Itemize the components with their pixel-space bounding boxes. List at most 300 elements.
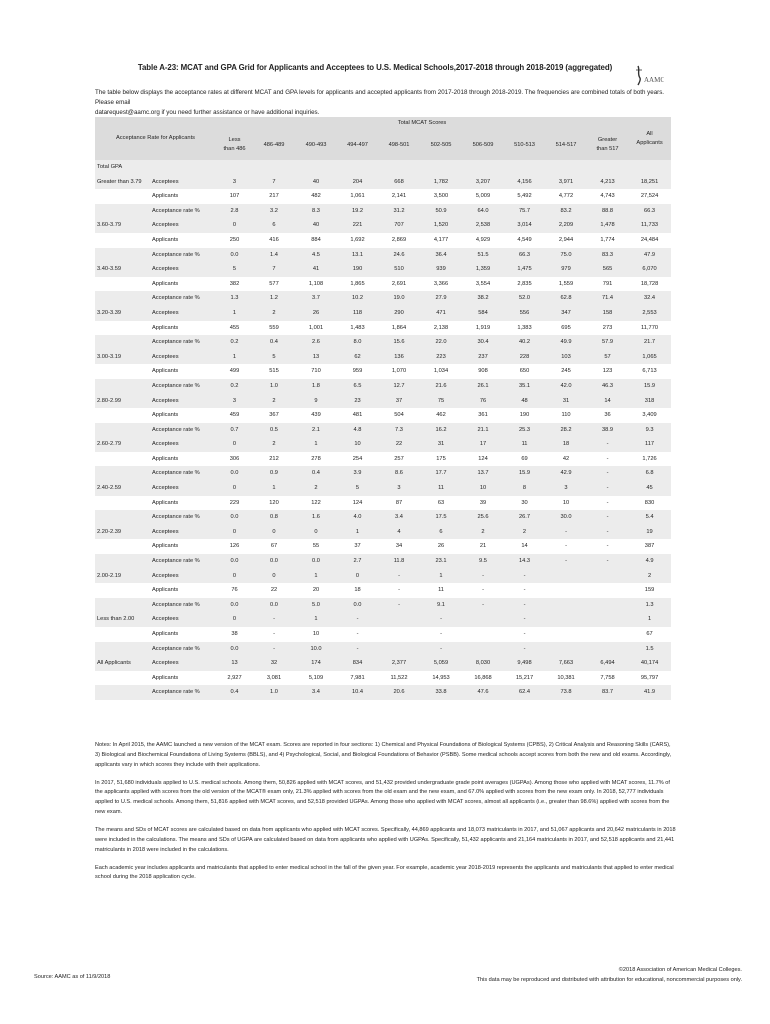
table-row <box>95 423 671 438</box>
corner-label: Acceptance Rate for Applicants <box>95 117 216 160</box>
row-type-label: Applicants <box>152 280 179 287</box>
table-cell: 3,081 <box>266 674 282 681</box>
table-cell: 15,217 <box>515 674 534 681</box>
table-cell: 9.5 <box>479 558 487 565</box>
table-cell: 45 <box>646 485 653 492</box>
table-cell: 38.2 <box>477 295 489 302</box>
table-cell: 2,691 <box>391 280 407 287</box>
table-cell: 10,381 <box>557 674 575 681</box>
table-cell: - <box>523 616 526 623</box>
row-type-label: Acceptees <box>152 222 179 229</box>
row-type-label: Acceptees <box>152 616 179 623</box>
table-cell: 69 <box>521 455 528 462</box>
gpa-range-label: All Applicants <box>97 660 131 667</box>
table-cell <box>587 569 628 584</box>
table-cell: 62.8 <box>560 295 572 302</box>
score-column-header: Less than 486 <box>223 137 246 152</box>
table-cell: 2,377 <box>391 660 407 667</box>
table-cell: 1 <box>355 528 360 535</box>
table-cell: - <box>606 558 609 565</box>
table-cell: 5,109 <box>308 674 324 681</box>
table-cell: 237 <box>478 353 488 360</box>
table-cell: 1,782 <box>433 178 449 185</box>
table-cell: 4.0 <box>353 514 362 521</box>
table-cell: 159 <box>644 587 655 594</box>
row-type-label: Acceptance rate % <box>152 558 200 565</box>
row-type-label: Applicants <box>152 631 179 637</box>
table-cell: 668 <box>394 178 404 185</box>
notes-section <box>95 741 677 891</box>
table-cell: 34 <box>395 543 403 550</box>
table-cell: 25.6 <box>477 514 489 521</box>
table-cell: 577 <box>269 280 279 287</box>
table-cell: 515 <box>269 368 279 375</box>
table-cell: 35.1 <box>518 382 531 389</box>
table-cell: - <box>482 601 484 608</box>
table-cell: 20.6 <box>393 689 405 696</box>
row-type-label: Acceptees <box>152 397 179 404</box>
gpa-range-spacer <box>95 466 150 481</box>
table-cell: 0 <box>314 528 318 535</box>
gpa-range-label: 2.00-2.19 <box>97 572 122 579</box>
row-type-label: Applicants <box>152 674 179 681</box>
table-cell: 19.2 <box>351 207 364 214</box>
row-type-label: Acceptance rate % <box>152 295 200 302</box>
table-cell: 10.0 <box>310 645 322 652</box>
table-cell: 122 <box>311 499 321 506</box>
gpa-range-spacer <box>95 539 150 554</box>
table-cell: 1 <box>314 616 318 623</box>
table-cell: 25.3 <box>518 426 531 433</box>
table-cell: 40.2 <box>518 339 531 346</box>
table-cell: 2,138 <box>433 324 449 331</box>
table-cell: 1.8 <box>312 382 320 389</box>
table-cell: 2 <box>522 528 527 535</box>
table-cell: 11 <box>438 485 444 492</box>
table-cell: 136 <box>394 353 404 360</box>
table-cell: 21.1 <box>477 426 489 433</box>
table-cell: 0.4 <box>270 339 278 346</box>
table-cell: 939 <box>436 266 446 273</box>
table-cell: - <box>565 558 567 565</box>
table-cell: 584 <box>478 309 488 316</box>
table-cell: 30 <box>521 499 528 506</box>
table-cell: 23.1 <box>435 558 447 565</box>
score-column-header: 506-509 <box>472 141 494 148</box>
table-cell: 499 <box>229 368 240 375</box>
table-cell: 0 <box>232 441 237 448</box>
table-cell: - <box>356 645 359 652</box>
note-paragraph: Each academic year includes applicants and matriculants that applied to enter medical school in the fall of the given year. For example, academic year 2018-2019 represents the applicants and matriculants that applied to enter medical school during the 2018 application cycle. <box>95 864 674 881</box>
gpa-range-spacer <box>95 423 150 438</box>
table-cell: 24,484 <box>640 236 659 243</box>
table-row <box>95 656 671 671</box>
table-cell: 2,944 <box>558 236 574 243</box>
table-cell: 52.0 <box>518 295 531 302</box>
table-cell: 0.4 <box>230 689 239 696</box>
table-cell: 5 <box>355 485 360 492</box>
table-cell: 2 <box>314 485 318 492</box>
table-row <box>95 583 671 598</box>
svg-text:AAMC: AAMC <box>644 76 664 84</box>
table-cell: - <box>523 572 526 579</box>
score-column-header: 498-501 <box>388 141 410 148</box>
table-cell: 7 <box>272 266 276 273</box>
table-cell: 103 <box>561 353 571 360</box>
table-cell: - <box>273 616 275 623</box>
table-cell: 0.0 <box>230 558 239 565</box>
table-cell: 2 <box>647 572 652 579</box>
table-cell: - <box>440 631 442 637</box>
table-cell: 17.5 <box>435 514 447 521</box>
gpa-range-spacer <box>95 277 150 292</box>
table-cell: 31.2 <box>393 207 405 214</box>
table-cell: 2.1 <box>312 426 320 433</box>
table-cell: 19.0 <box>393 295 405 302</box>
table-row <box>95 408 671 423</box>
table-cell: 10 <box>354 441 361 448</box>
table-cell: 9.1 <box>437 601 445 608</box>
gpa-range-spacer <box>95 642 150 657</box>
table-cell: 0.0 <box>312 558 320 565</box>
table-cell: 7 <box>272 178 276 185</box>
table-cell: 11,770 <box>641 324 659 331</box>
table-cell: 2,141 <box>391 193 407 200</box>
table-cell <box>378 612 420 627</box>
table-cell: 7.3 <box>395 426 403 433</box>
gpa-range-spacer <box>95 671 150 686</box>
table-cell: - <box>523 645 526 652</box>
copyright-line: This data may be reproduced and distributed with attribution for educational, noncommercial purposes only. <box>476 976 742 983</box>
table-cell: 13 <box>312 353 320 360</box>
table-cell: 95,797 <box>640 674 659 681</box>
table-cell: 22.0 <box>435 339 447 346</box>
gpa-range-spacer <box>95 510 150 525</box>
table-cell: 7,758 <box>600 674 615 681</box>
table-title: Table A-23: MCAT and GPA Grid for Applicants and Acceptees to U.S. Medical Schools,2017-2018 through 2018-2019 (aggregated) <box>137 62 613 72</box>
table-row <box>95 262 671 277</box>
row-type-label: Acceptees <box>152 660 179 667</box>
table-cell: 10 <box>312 631 320 637</box>
table-cell: 3.7 <box>312 295 320 302</box>
table-cell: 1,065 <box>642 353 657 360</box>
table-cell: 0.0 <box>230 645 239 652</box>
table-cell: 1.6 <box>312 514 320 521</box>
table-row <box>95 539 671 554</box>
intro-text <box>95 88 675 118</box>
table-cell: 1,034 <box>433 368 449 375</box>
row-type-label: Applicants <box>152 455 179 462</box>
table-cell: 18,728 <box>640 280 659 287</box>
table-cell: 120 <box>269 499 279 506</box>
table-cell: 1.4 <box>270 251 278 258</box>
table-cell: 2.7 <box>353 558 362 565</box>
table-cell: 462 <box>436 412 446 419</box>
row-type-label: Acceptees <box>152 309 179 316</box>
table-cell: - <box>398 572 400 579</box>
score-column-header: 502-505 <box>430 141 452 148</box>
table-cell: 1,070 <box>391 368 407 375</box>
table-cell: - <box>356 631 359 637</box>
table-cell: 1,061 <box>350 193 365 200</box>
table-cell: 76 <box>231 587 238 594</box>
table-cell: 455 <box>229 324 240 331</box>
table-cell: 2,927 <box>227 674 242 681</box>
table-cell: 41 <box>312 266 320 273</box>
row-type-label: Acceptance rate % <box>152 601 200 608</box>
table-cell: 4.5 <box>312 251 320 258</box>
table-cell: 3,366 <box>433 280 449 287</box>
table-cell: 1,864 <box>391 324 407 331</box>
table-cell <box>462 642 504 657</box>
table-cell <box>545 627 587 642</box>
table-cell: 0.0 <box>230 251 239 258</box>
table-cell: 175 <box>436 455 446 462</box>
table-cell: - <box>606 543 609 550</box>
table-cell: 1,383 <box>517 324 532 331</box>
intro-line: datarequest@aamc.org if you need further assistance or have additional inquiries. <box>95 109 320 116</box>
table-cell: 26 <box>312 309 320 316</box>
table-cell: 2 <box>272 441 276 448</box>
table-row <box>95 481 671 496</box>
table-cell: 3,014 <box>517 222 532 229</box>
table-cell: 559 <box>269 324 279 331</box>
gpa-range-label: 3.20-3.39 <box>97 309 122 316</box>
table-cell: 6,713 <box>642 368 657 375</box>
table-cell: - <box>356 616 359 623</box>
aamc-logo <box>634 64 664 86</box>
table-cell: 4 <box>397 528 401 535</box>
table-cell: 0.2 <box>230 339 239 346</box>
table-cell: 0.5 <box>270 426 278 433</box>
table-cell: 1,478 <box>600 222 615 229</box>
table-cell: 0 <box>232 222 237 229</box>
table-cell: 0 <box>232 528 237 535</box>
gpa-range-label: 3.40-3.59 <box>97 266 122 273</box>
table-cell: 2 <box>272 397 276 404</box>
table-cell: 11,733 <box>641 222 659 229</box>
note-paragraph: In 2017, 51,680 individuals applied to U.S. medical schools. Among them, 50,826 applied with MCAT scores, and 51,432 provided undergraduate grade point averages (UGPAs). Among those who applied with MCAT scores, 11.7% of the applicants applied with scores from the old version of the MCAT® exam only, 21.3% applied with scores from the old exam and the new exam, and 67.0% applied with scores from the new exam only. In 2018, 52,777 individuals applied to U.S. medical schools. Among them, 51,816 applied with MCAT scores, and 52,518 provided UGPAs. Among those who applied with MCAT scores, almost all applicants (i.e., greater than 98.6%) applied with scores from the new exam. <box>95 779 670 815</box>
table-cell: 3,207 <box>475 178 491 185</box>
table-cell: 306 <box>229 455 240 462</box>
table-cell: 5,059 <box>433 660 449 667</box>
table-row <box>95 204 671 219</box>
table-cell: 2,869 <box>391 236 407 243</box>
table-cell: 482 <box>311 193 321 200</box>
table-cell: 83.7 <box>601 689 614 696</box>
table-cell: 3 <box>564 485 568 492</box>
table-cell: 75 <box>437 397 445 404</box>
table-cell: 19 <box>646 528 653 535</box>
table-row <box>95 627 671 642</box>
score-column-header: 490-493 <box>305 141 327 148</box>
table-cell: 908 <box>478 368 488 375</box>
table-cell: 57 <box>604 353 611 360</box>
table-cell: 30.0 <box>560 514 572 521</box>
table-cell: 17.7 <box>435 470 447 477</box>
table-cell: 22 <box>270 587 278 594</box>
table-row <box>95 598 671 613</box>
table-cell: 28.2 <box>560 426 572 433</box>
gpa-range-label: 2.60-2.79 <box>97 441 122 448</box>
table-cell: 11 <box>521 441 528 448</box>
row-type-label: Acceptance rate % <box>152 689 200 696</box>
table-cell: 0.2 <box>230 382 239 389</box>
total-gpa-label: Total GPA <box>97 164 123 170</box>
table-cell: 47.9 <box>644 251 656 258</box>
table-cell: 4.9 <box>645 558 654 565</box>
table-cell: - <box>482 572 484 579</box>
table-cell: 31 <box>437 441 445 448</box>
table-cell: 13.7 <box>477 470 489 477</box>
table-cell: 107 <box>229 193 240 200</box>
table-row <box>95 364 671 379</box>
table-cell: 228 <box>519 353 530 360</box>
table-cell: 3 <box>232 397 237 404</box>
table-row <box>95 394 671 409</box>
table-cell: 63 <box>437 499 445 506</box>
gpa-range-spacer <box>95 364 150 379</box>
table-cell: 6,070 <box>642 266 657 273</box>
table-cell: 0 <box>272 572 276 579</box>
table-cell: 42.0 <box>560 382 572 389</box>
table-cell: 1 <box>272 485 276 492</box>
table-cell: 11.8 <box>393 558 405 565</box>
table-cell <box>545 612 587 627</box>
table-cell: 26 <box>437 543 445 550</box>
row-type-label: Applicants <box>152 236 179 243</box>
table-cell: 1,520 <box>433 222 449 229</box>
gpa-range-spacer <box>95 379 150 394</box>
score-column-header: 486-489 <box>263 141 285 148</box>
table-cell: 459 <box>229 412 240 419</box>
table-cell <box>587 583 628 598</box>
table-cell: 13 <box>231 660 238 667</box>
table-row <box>95 248 671 263</box>
row-type-label: Acceptees <box>152 441 179 448</box>
table-cell: 10 <box>479 485 487 492</box>
table-cell: 2.6 <box>312 339 320 346</box>
table-cell: 273 <box>602 324 613 331</box>
table-cell: - <box>565 543 567 550</box>
table-cell: 791 <box>602 280 613 287</box>
table-cell: 4,156 <box>517 178 532 185</box>
table-cell: 12.7 <box>393 382 405 389</box>
table-cell: 439 <box>311 412 321 419</box>
table-cell: 1,001 <box>308 324 324 331</box>
table-cell: 0.0 <box>270 558 278 565</box>
table-cell: - <box>482 587 484 594</box>
table-cell: 158 <box>602 309 613 316</box>
table-cell: 67 <box>270 543 278 550</box>
table-cell: 87 <box>395 499 403 506</box>
table-cell: 14 <box>521 543 528 550</box>
table-cell: 1,919 <box>475 324 491 331</box>
row-type-label: Acceptance rate % <box>152 514 200 521</box>
table-cell: 4,549 <box>517 236 532 243</box>
table-cell: 11 <box>438 587 444 594</box>
table-cell: 1,108 <box>308 280 324 287</box>
table-cell: 3,971 <box>558 178 574 185</box>
table-cell: 27.9 <box>435 295 447 302</box>
table-cell: 26.7 <box>518 514 531 521</box>
table-cell: 8.6 <box>395 470 403 477</box>
table-cell: 1,359 <box>475 266 491 273</box>
table-cell: 47.6 <box>477 689 489 696</box>
row-type-label: Acceptees <box>152 178 179 185</box>
score-column-header: Greater than 517 <box>596 137 619 152</box>
row-type-label: Acceptance rate % <box>152 645 200 652</box>
table-cell: 884 <box>311 236 321 243</box>
gpa-range-spacer <box>95 583 150 598</box>
row-type-label: Acceptance rate % <box>152 426 200 433</box>
table-row <box>95 335 671 350</box>
gpa-range-spacer <box>95 321 150 336</box>
table-cell: - <box>440 645 442 652</box>
table-row <box>95 291 671 306</box>
row-type-label: Applicants <box>152 587 179 594</box>
table-cell: 382 <box>229 280 240 287</box>
table-cell: 1,774 <box>600 236 615 243</box>
table-cell: - <box>606 485 609 492</box>
table-row <box>95 350 671 365</box>
table-cell: 1 <box>314 572 318 579</box>
table-cell: 40 <box>312 222 320 229</box>
table-row <box>95 525 671 540</box>
table-cell: 3.4 <box>395 514 403 521</box>
table-row <box>95 233 671 248</box>
table-cell: 2.8 <box>230 207 239 214</box>
table-cell: 0 <box>232 485 237 492</box>
table-cell: 39 <box>479 499 487 506</box>
table-row <box>95 379 671 394</box>
table-cell: 83.3 <box>601 251 614 258</box>
total-gpa-row <box>95 160 671 175</box>
total-mcat-header: Total MCAT Scores <box>397 120 447 126</box>
table-cell: 48 <box>521 397 528 404</box>
row-type-label: Applicants <box>152 368 179 375</box>
table-cell: 5 <box>232 266 237 273</box>
table-cell: 18 <box>562 441 570 448</box>
table-cell: 318 <box>644 397 655 404</box>
table-cell: 221 <box>352 222 363 229</box>
table-cell: 1 <box>232 353 237 360</box>
intro-line: The table below displays the acceptance rates at different MCAT and GPA levels for applicants and accepted applicants from 2017-2018 through 2018-2019. The frequencies are combined totals of both years. Please email <box>95 89 665 106</box>
table-cell <box>545 569 587 584</box>
table-cell: 64.0 <box>477 207 489 214</box>
table-cell: 37 <box>395 397 403 404</box>
table-cell: 565 <box>602 266 613 273</box>
table-row <box>95 189 671 204</box>
table-cell: 4.8 <box>353 426 362 433</box>
table-cell: 2,209 <box>558 222 574 229</box>
table-cell: 361 <box>478 412 488 419</box>
copyright-line: ©2018 Association of American Medical Colleges. <box>618 967 742 973</box>
table-cell: 6.8 <box>645 470 654 477</box>
table-row <box>95 321 671 336</box>
table-row <box>95 569 671 584</box>
gpa-range-spacer <box>95 554 150 569</box>
table-cell: 123 <box>602 368 613 375</box>
table-row <box>95 685 671 700</box>
table-cell: 257 <box>394 455 404 462</box>
table-cell: 4,929 <box>475 236 491 243</box>
table-cell: 1.3 <box>645 601 654 608</box>
score-column-header: 510-513 <box>514 141 535 148</box>
table-cell: - <box>565 528 567 535</box>
gpa-range-spacer <box>95 598 150 613</box>
table-row <box>95 437 671 452</box>
